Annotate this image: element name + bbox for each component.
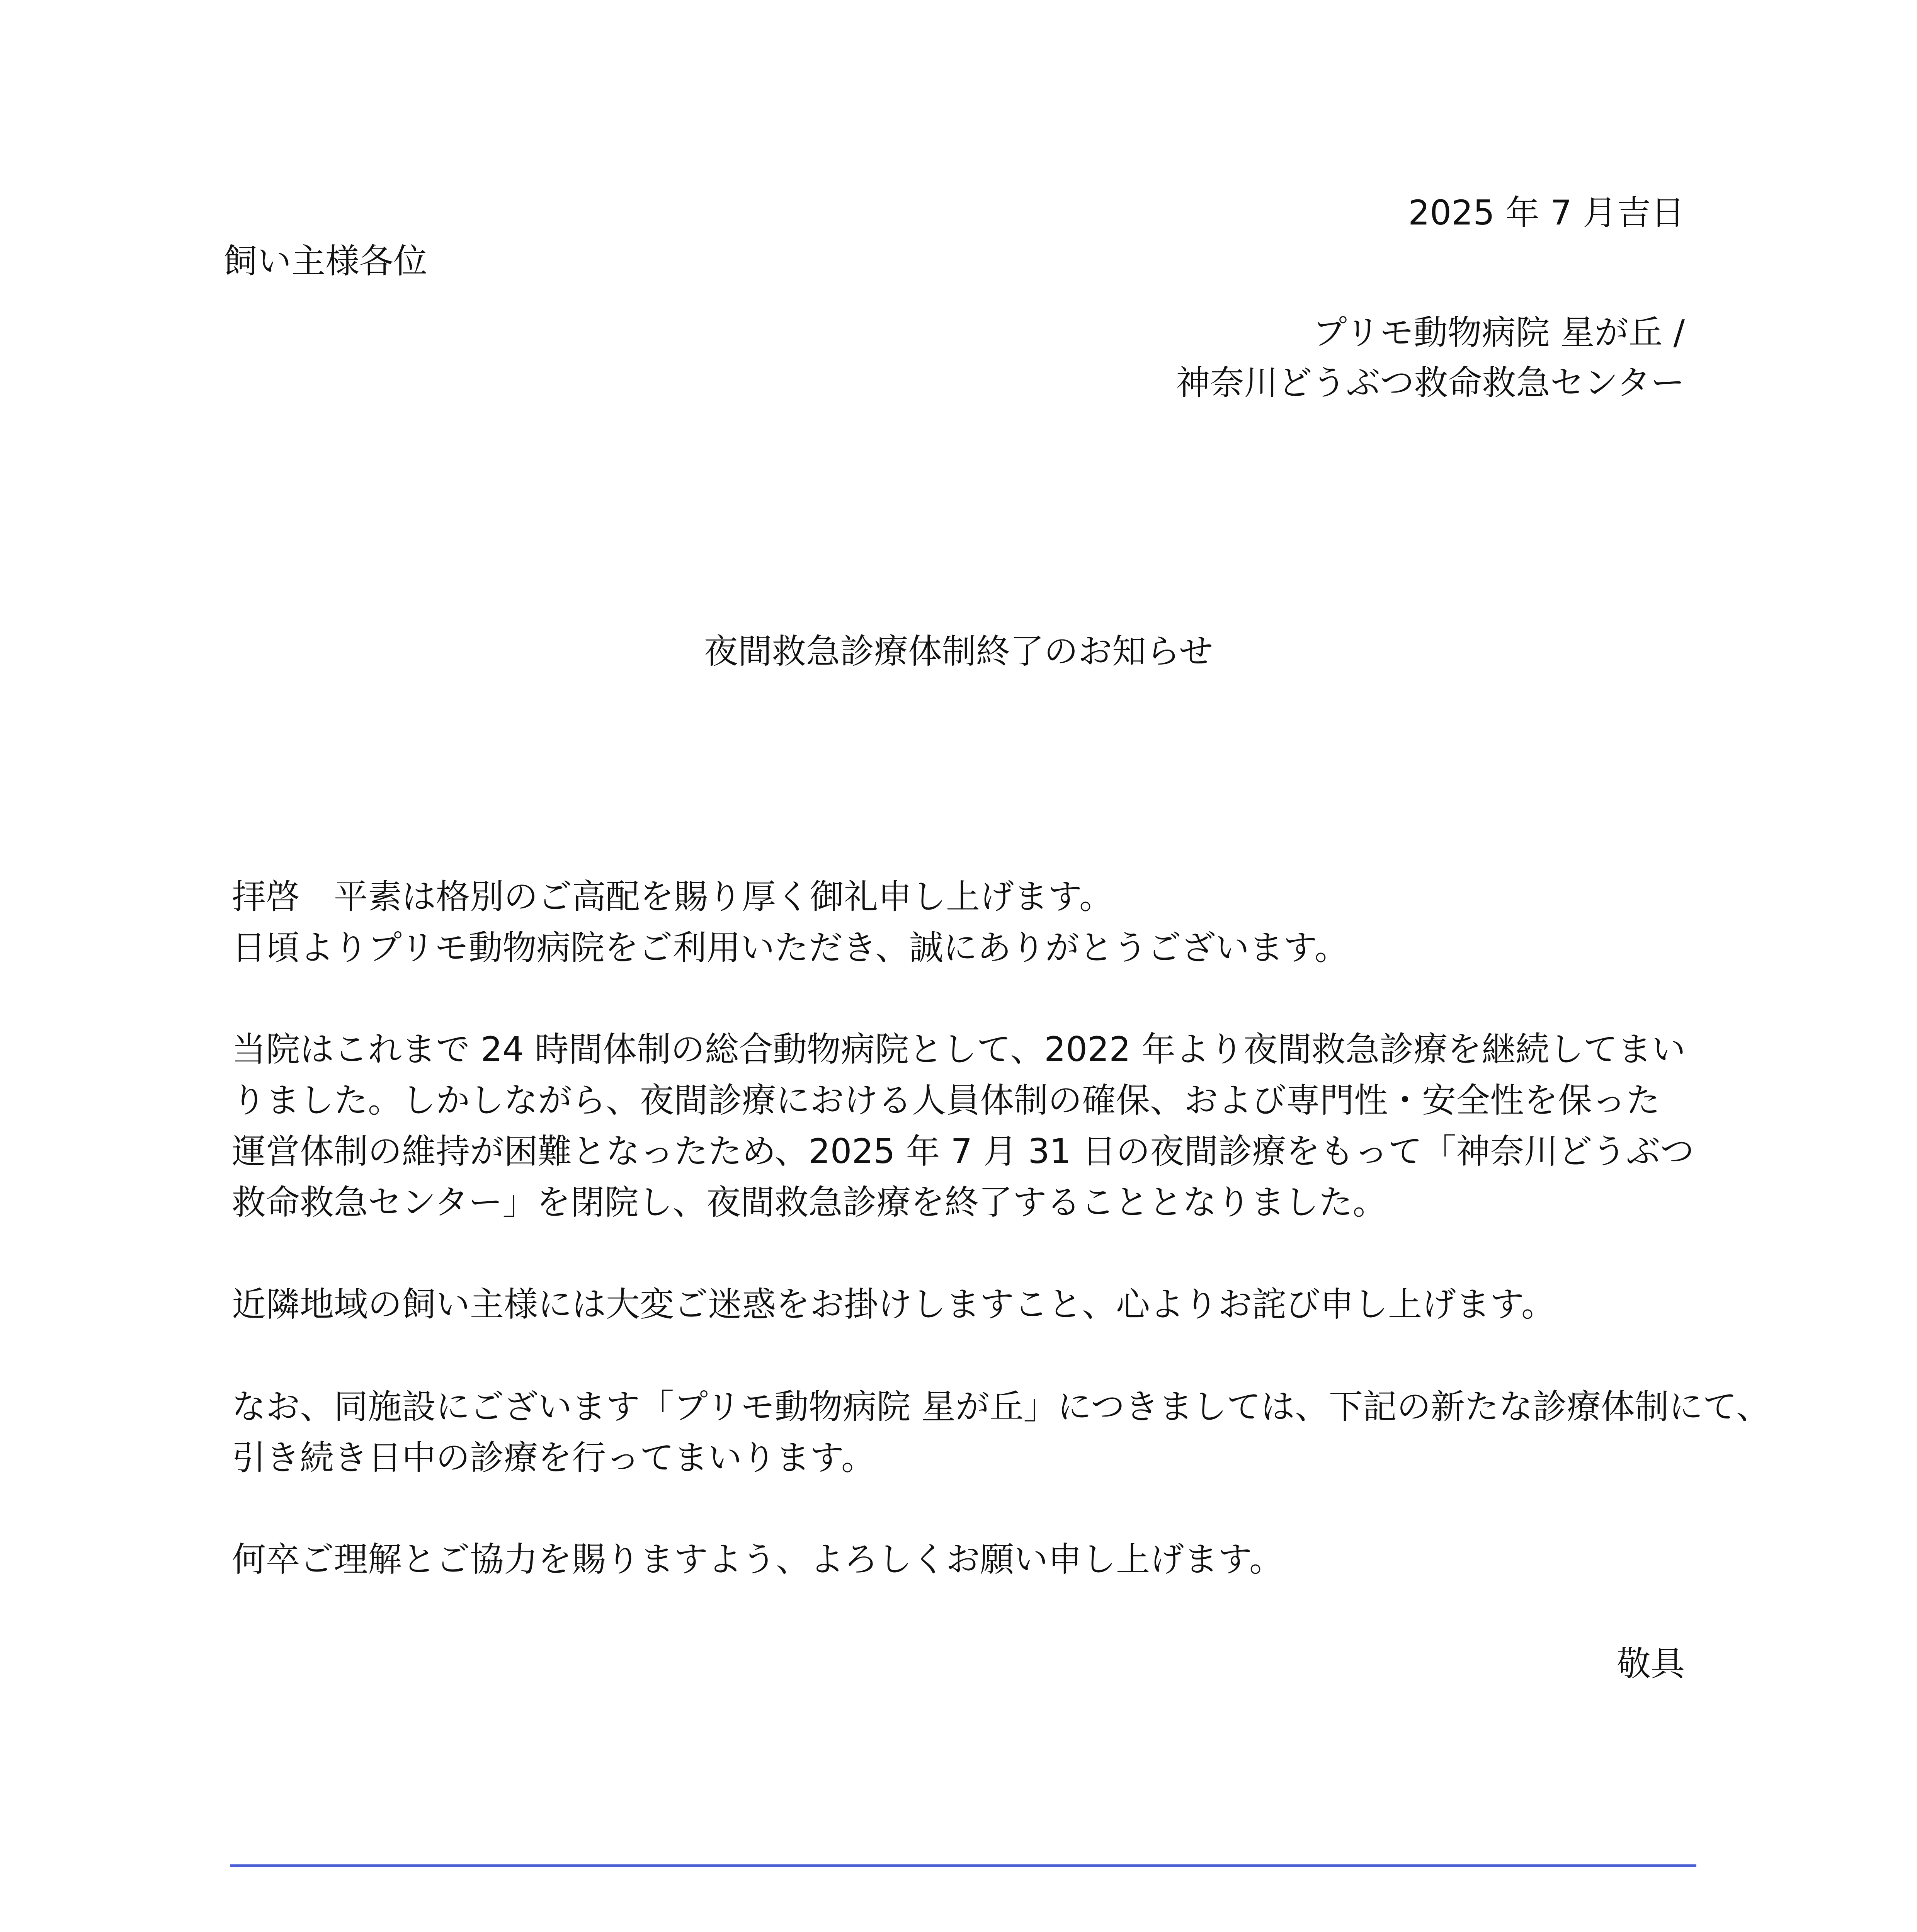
text-line: 当院はこれまで 24 時間体制の総合動物病院として、2022 年より夜間救急診療を継続してまい xyxy=(232,1029,1686,1069)
sender-line-2: 神奈川どうぶつ救命救急センター xyxy=(1176,363,1685,403)
page-title: 夜間救急診療体制終了のお知らせ xyxy=(704,631,1213,671)
text-line: りました。しかしながら、夜間診療における人員体制の確保、および専門性・安全性を保った xyxy=(232,1080,1660,1120)
text-line: 何卒ご理解とご協力を賜りますよう、よろしくお願い申し上げます。 xyxy=(232,1539,1283,1579)
continuation-paragraph xyxy=(232,1381,1770,1483)
text-line: 拝啓 平素は格別のご高配を賜り厚く御礼申し上げます。 xyxy=(232,877,1113,917)
text-line: 救命救急センター」を閉院し、夜間救急診療を終了することとなりました。 xyxy=(232,1182,1387,1222)
sender-line-1: プリモ動物病院 星が丘 / xyxy=(1313,313,1685,352)
text-line: 近隣地域の飼い主様には大変ご迷惑をお掛けしますこと、心よりお詫び申し上げます。 xyxy=(232,1284,1555,1324)
recipient: 飼い主様各位 xyxy=(223,241,428,281)
text-line: なお、同施設にございます「プリモ動物病院 星が丘」につきましては、下記の新たな診療体制にて、 xyxy=(232,1387,1770,1427)
text-line: 日頃よりプリモ動物病院をご利用いただき、誠にありがとうございます。 xyxy=(232,928,1349,968)
section-divider xyxy=(230,1864,1696,1867)
closure-paragraph xyxy=(232,1024,1700,1228)
text-line: 運営体制の維持が困難となったため、2025 年 7 月 31 日の夜間診療をもって「神奈川どうぶつ xyxy=(232,1131,1694,1171)
closing-word: 敬具 xyxy=(1616,1644,1685,1684)
request-paragraph xyxy=(232,1534,1700,1585)
apology-paragraph xyxy=(232,1279,1700,1330)
document-date: 2025 年 7 月吉日 xyxy=(1408,193,1685,233)
text-line: 引き続き日中の診療を行ってまいります。 xyxy=(232,1438,875,1478)
greeting-paragraph xyxy=(232,871,1700,973)
